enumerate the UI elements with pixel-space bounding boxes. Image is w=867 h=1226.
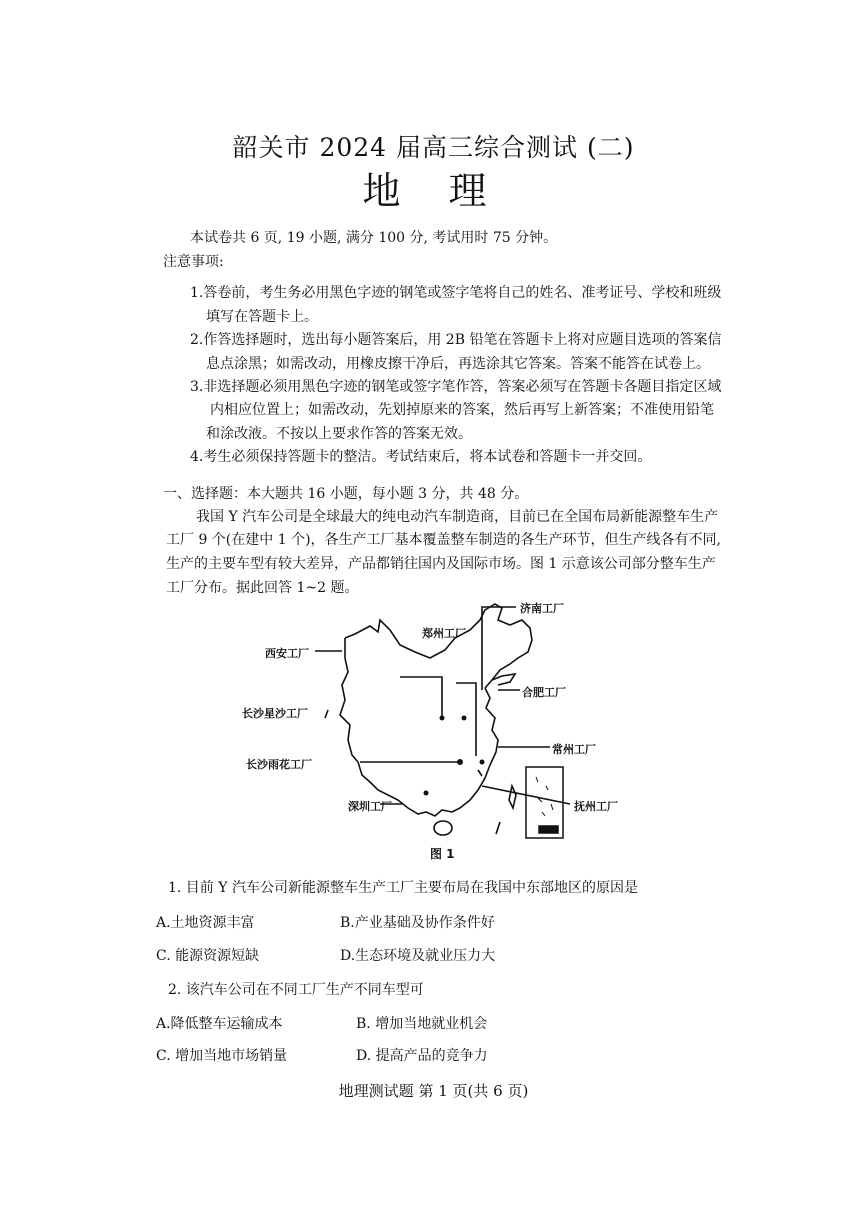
factory-distribution-map bbox=[230, 590, 630, 860]
notice-3-line-3: 和涂改液。不按以上要求作答的答案无效。 bbox=[206, 426, 472, 442]
intro-text: 本试卷共 6 页, 19 小题, 满分 100 分, 考试用时 75 分钟。 bbox=[190, 230, 558, 246]
question-2-stem: 2. 该汽车公司在不同工厂生产不同车型可 bbox=[168, 982, 424, 998]
page-footer: 地理测试题 第 1 页(共 6 页) bbox=[338, 1082, 529, 1100]
figure-caption: 图 1 bbox=[430, 847, 455, 861]
notice-2-line-2: 息点涂黑；如需改动，用橡皮擦干净后，再选涂其它答案。答案不能答在试卷上。 bbox=[206, 356, 710, 372]
notice-2-line-1: 2.作答选择题时，选出每小题答案后，用 2B 铅笔在答题卡上将对应题目选项的答案信 bbox=[190, 332, 722, 348]
label-fuzhou-factory: 抚州工厂 bbox=[574, 800, 618, 813]
notice-3-line-2: 内相应位置上；如需改动，先划掉原来的答案，然后再写上新答案；不准使用铅笔 bbox=[210, 402, 714, 418]
question-1-option-c: C. 能源资源短缺 bbox=[156, 948, 260, 964]
notice-3-line-1: 3.非选择题必须用黑色字迹的钢笔或签字笔作答，答案必须写在答题卡各题目指定区域 bbox=[190, 379, 722, 395]
question-2-option-b: B. 增加当地就业机会 bbox=[356, 1016, 488, 1032]
question-2-option-d: D. 提高产品的竞争力 bbox=[356, 1048, 488, 1064]
label-changsha-yuhua-factory: 长沙雨花工厂 bbox=[246, 758, 312, 771]
label-hefei-factory: 合肥工厂 bbox=[522, 686, 566, 699]
notice-1-line-2: 填写在答题卡上。 bbox=[206, 309, 318, 325]
question-1-option-d: D.生态环境及就业压力大 bbox=[340, 948, 496, 964]
passage-line-4: 工厂分布。据此回答 1~2 题。 bbox=[166, 580, 359, 596]
notice-4-line-1: 4.考生必须保持答题卡的整洁。考试结束后，将本试卷和答题卡一并交回。 bbox=[190, 449, 652, 465]
section-heading: 一、选择题：本大题共 16 小题，每小题 3 分，共 48 分。 bbox=[163, 486, 529, 502]
label-xian-factory: 西安工厂 bbox=[265, 647, 309, 660]
question-1-stem: 1. 目前 Y 汽车公司新能源整车生产工厂主要布局在我国中东部地区的原因是 bbox=[168, 880, 638, 896]
exam-title: 韶关市 2024 届高三综合测试 (二) bbox=[232, 133, 635, 162]
passage-line-1: 我国 Y 汽车公司是全球最大的纯电动汽车制造商，目前已在全国布局新能源整车生产 bbox=[196, 509, 719, 525]
question-2-option-a: A.降低整车运输成本 bbox=[156, 1016, 283, 1032]
label-changzhou-factory: 常州工厂 bbox=[552, 743, 596, 756]
question-1-option-a: A.土地资源丰富 bbox=[156, 915, 255, 931]
label-shenzhen-factory: 深圳工厂 bbox=[348, 800, 392, 813]
passage-line-3: 生产的主要车型有较大差异，产品都销往国内及国际市场。图 1 示意该公司部分整车生产 bbox=[166, 556, 716, 572]
question-2-option-c: C. 增加当地市场销量 bbox=[156, 1048, 288, 1064]
label-jinan-factory: 济南工厂 bbox=[520, 602, 564, 615]
notice-1-line-1: 1.答卷前，考生务必用黑色字迹的钢笔或签字笔将自己的姓名、准考证号、学校和班级 bbox=[190, 285, 722, 301]
passage-line-2: 工厂 9 个(在建中 1 个)，各生产工厂基本覆盖整车制造的各生产环节，但生产线各有不同, bbox=[166, 532, 721, 548]
label-zhengzhou-factory: 郑州工厂 bbox=[422, 627, 466, 640]
subject-title: 地 理 bbox=[362, 169, 505, 213]
notice-heading: 注意事项: bbox=[163, 254, 224, 270]
label-changsha-xingsha-factory: 长沙星沙工厂 bbox=[242, 707, 308, 720]
question-1-option-b: B.产业基础及协作条件好 bbox=[340, 915, 495, 931]
